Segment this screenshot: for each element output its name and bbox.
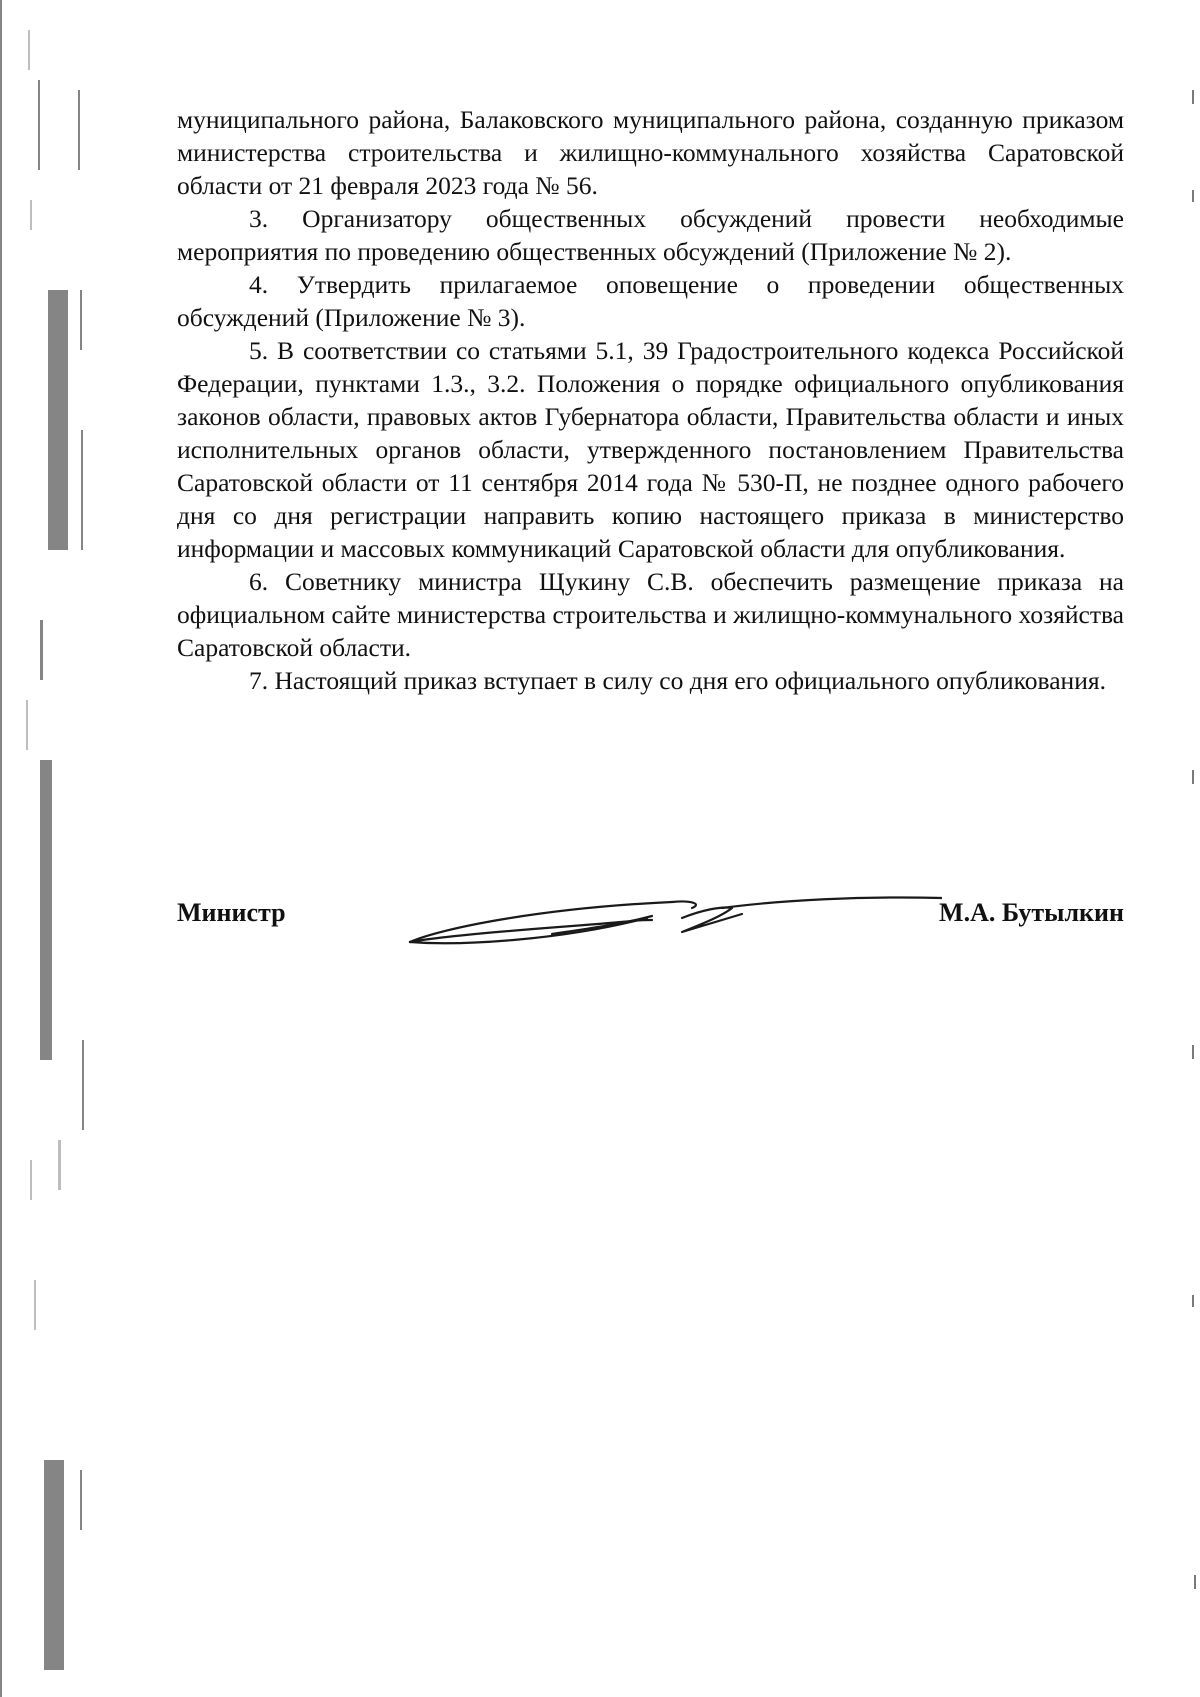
order-body: [177, 103, 1124, 697]
paragraph-item-6: 6. Советнику министра Щукину С.В. обеспечить размещение приказа на официальном сайте министерства строительства и жилищно-коммунального хозяйства Саратовской области.: [177, 567, 1124, 662]
paragraph-item-3: 3. Организатору общественных обсуждений провести необходимые мероприятия по проведению общественных обсуждений (Приложение № 2).: [177, 204, 1124, 266]
paragraph-item-7: 7. Настоящий приказ вступает в силу со дня его официального опубликования.: [249, 666, 1106, 695]
scan-artifact-left: [0, 0, 90, 1697]
scan-artifact-right: [1180, 0, 1200, 1697]
signatory-title: Министр: [177, 898, 286, 927]
handwritten-signature: [402, 890, 942, 950]
signatory-name: М.А. Бутылкин: [939, 898, 1124, 927]
paragraph-continuation: муниципального района, Балаковского муниципального района, созданную приказом министерства строительства и жилищно-коммунального хозяйства Саратовской области от 21 февраля 2023 года № 56.: [177, 105, 1124, 200]
paragraph-item-5: 5. В соответствии со статьями 5.1, 39 Градостроительного кодекса Российской Федерации, пунктами 1.3., 3.2. Положения о порядке официального опубликования законов области, правовых актов Губернатора области, Правительства области и иных исполнительных органов области, утвержденного постановлением Правительства Саратовской области от 11 сентября 2014 года № 530-П, не позднее одного рабочего дня со дня регистрации направить копию настоящего приказа в министерство информации и массовых коммуникаций Саратовской области для опубликования.: [177, 336, 1124, 563]
paragraph-item-4: 4. Утвердить прилагаемое оповещение о проведении общественных обсуждений (Приложение № 3).: [177, 270, 1124, 332]
signature-block: [177, 890, 1124, 950]
